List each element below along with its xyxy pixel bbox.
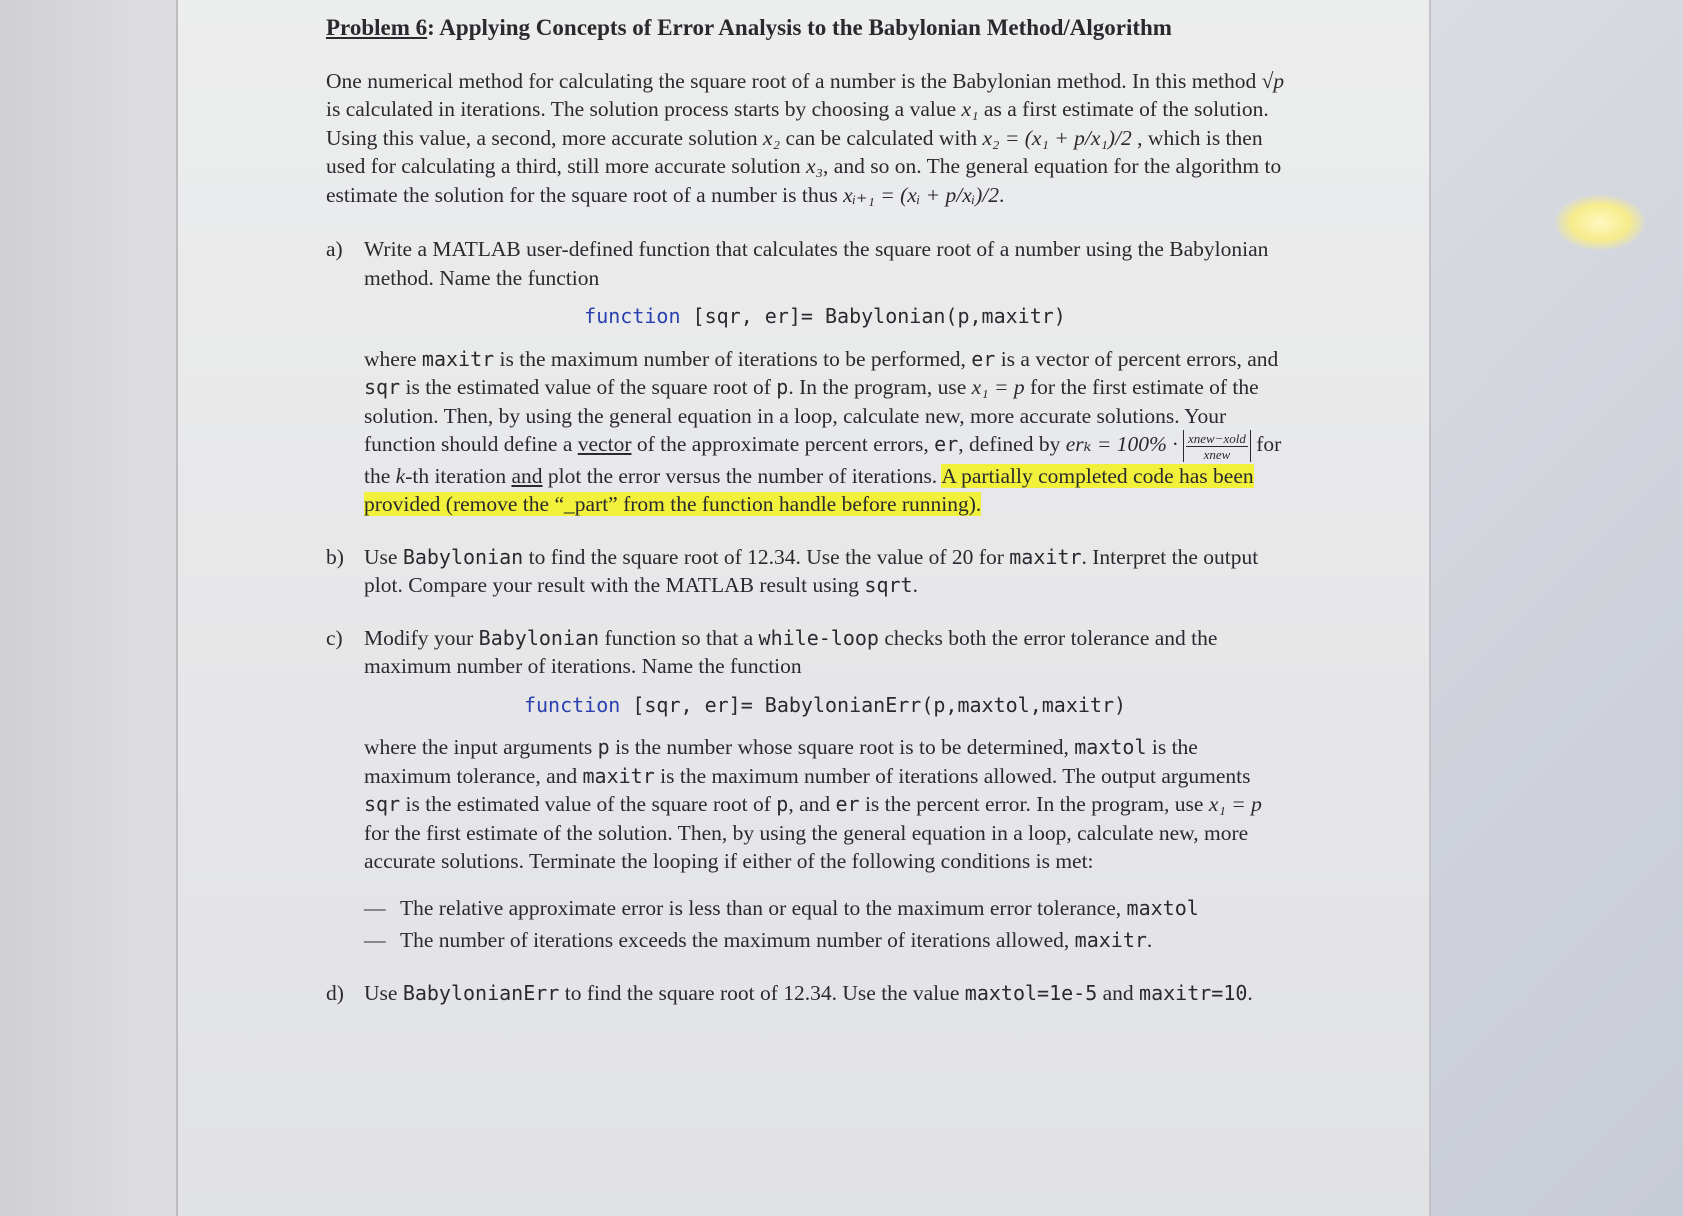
document-page — [176, 0, 1431, 1216]
list-item — [364, 926, 1286, 955]
code-maxitr: maxitr — [421, 346, 495, 371]
text: is the maximum number of iterations to be performed, — [494, 346, 972, 371]
text: is the estimated value of the square root of — [400, 375, 777, 399]
text: The number of iterations exceeds the maximum number of iterations allowed, — [400, 928, 1075, 953]
x1-equals-p: x₁ = p — [1208, 792, 1262, 817]
vector-word: vector — [577, 432, 632, 456]
part-b-text — [364, 543, 1286, 600]
text: is the percent error. In the program, use — [859, 792, 1209, 817]
list-item — [364, 894, 1286, 923]
error-formula: erₖ = 100% · — [1065, 432, 1178, 456]
babylonian-signature — [364, 302, 1286, 331]
problem-number: Problem 6 — [326, 15, 428, 40]
text: checks both the error tolerance and the maximum number of iterations. Name the function — [364, 625, 1218, 679]
part-c-description — [364, 733, 1286, 876]
code-while-loop: while-loop — [758, 625, 879, 650]
x1-equals-p: x₁ = p — [971, 375, 1025, 399]
text: . — [1247, 980, 1253, 1005]
code-maxtol: maxtol — [1074, 735, 1147, 760]
text: is the number whose square root is to be determined, — [609, 735, 1075, 760]
text: for the — [364, 432, 1282, 488]
text: where — [364, 346, 422, 371]
text: for the first estimate of the solution. Then, by using the general equation in a loop, calculate new, more accurate solutions. Terminate the looping if either of the following conditions is met: — [364, 820, 1249, 874]
termination-conditions — [364, 894, 1286, 955]
code-maxitr: maxitr — [582, 763, 655, 788]
text: and — [1097, 980, 1140, 1005]
text: function so that a — [599, 625, 759, 650]
and-underlined: and — [511, 463, 543, 488]
code-er: er — [934, 432, 959, 456]
text: Modify your — [364, 625, 479, 650]
intro-text: as a first estimate of the solution. Using this value, a second, more accurate solution — [326, 97, 1269, 150]
x1-math: x₁ — [961, 97, 979, 121]
code-maxitr: maxitr — [1009, 544, 1082, 569]
k-math: k — [395, 463, 406, 488]
part-c-intro — [364, 624, 1286, 681]
x2-math: x₂ — [763, 125, 781, 150]
text: is the maximum tolerance, and — [364, 735, 1198, 788]
highlighted-note: A partially completed code has been provided (remove the “_part” from the function handle before running). — [364, 463, 1254, 517]
code-sqr: sqr — [364, 375, 401, 399]
dash-bullet: — — [364, 928, 386, 953]
intro-text: , and so on. The general equation for the algorithm to estimate the solution for the square root of a number is thus — [326, 154, 1282, 207]
text: . In the program, use — [788, 375, 972, 399]
text: is the estimated value of the square root of — [400, 792, 777, 817]
part-c — [326, 624, 1286, 955]
dash-bullet: — — [364, 895, 386, 920]
code-p: p — [776, 792, 789, 817]
text: . — [1146, 928, 1153, 953]
abs-value-bars — [1183, 430, 1251, 462]
text: to find the square root of 12.34. Use the value — [559, 980, 965, 1005]
text: The relative approximate error is less than or equal to the maximum error tolerance, — [400, 895, 1127, 920]
code-babylonian: Babylonian — [478, 625, 600, 650]
text: plot the error versus the number of iterations. — [542, 463, 942, 488]
problem-title — [326, 14, 1286, 43]
code-sqrt: sqrt — [864, 573, 913, 598]
part-b-label: b) — [326, 544, 344, 569]
text: Use — [364, 980, 403, 1005]
text: , defined by — [958, 432, 1066, 456]
code-babylonian: Babylonian — [402, 544, 524, 569]
code-maxitr: maxitr — [1074, 928, 1147, 953]
equation-x2: x₂ = (x₁ + p/x₁)/2 — [982, 125, 1132, 150]
text: Use — [364, 544, 403, 569]
general-equation: xᵢ₊₁ = (xᵢ + p/xᵢ)/2 — [843, 182, 1000, 207]
code-maxtol-value: maxtol=1e-5 — [964, 980, 1098, 1005]
part-d — [326, 979, 1286, 1008]
code-signature: [sqr, er]= Babylonian(p,maxitr) — [680, 304, 1066, 328]
intro-text: can be calculated with — [780, 125, 983, 150]
x3-math: x₃ — [806, 154, 824, 178]
code-maxtol: maxtol — [1126, 895, 1199, 920]
part-a-label: a) — [326, 237, 343, 261]
part-d-text — [364, 979, 1286, 1008]
code-er: er — [835, 792, 860, 817]
text: is the maximum number of iterations allowed. The output arguments — [654, 763, 1251, 788]
problem-title-text: : Applying Concepts of Error Analysis to the Babylonian Method/Algorithm — [427, 15, 1172, 40]
fraction-numerator: xnew−xold — [1188, 430, 1246, 446]
text: where the input arguments — [364, 735, 598, 760]
error-fraction — [1186, 431, 1248, 462]
text: is a vector of percent errors, and — [995, 346, 1279, 371]
intro-text: One numerical method for calculating the square root of a number is the Babylonian method. In this method — [326, 68, 1262, 93]
part-d-label: d) — [326, 980, 344, 1005]
code-maxitr-value: maxitr=10 — [1139, 980, 1248, 1005]
part-b — [326, 543, 1286, 600]
part-a-intro: Write a MATLAB user-defined function that calculates the square root of a number using the Babylonian method. Name the function — [364, 237, 1269, 290]
light-glare — [1555, 195, 1645, 250]
intro-text: is calculated in iterations. The solution process starts by choosing a value — [326, 97, 962, 121]
babylonianerr-signature — [364, 691, 1286, 720]
sqrt-p-math: √p — [1261, 68, 1285, 93]
monitor-edge — [1430, 0, 1683, 1216]
text: of the approximate percent errors, — [631, 432, 935, 456]
code-p: p — [597, 735, 610, 760]
text: . Interpret the output plot. Compare your result with the MATLAB result using — [364, 544, 1259, 598]
intro-text: , which is then used for calculating a third, still more accurate solution — [326, 125, 1263, 178]
text: -th iteration — [405, 463, 512, 488]
code-keyword: function — [584, 304, 681, 328]
code-babylonianerr: BabylonianErr — [402, 980, 560, 1005]
intro-text: . — [999, 182, 1005, 207]
code-p: p — [776, 375, 789, 399]
text: . — [912, 573, 918, 598]
code-sqr: sqr — [364, 792, 401, 817]
fraction-denominator: xnew — [1203, 446, 1231, 462]
code-signature: [sqr, er]= BabylonianErr(p,maxtol,maxitr) — [620, 692, 1127, 717]
text: for the first estimate of the solution. Then, by using the general equation in a loop, calculate new, more accurate solutions. Your function should define a — [364, 375, 1259, 456]
code-keyword: function — [523, 692, 621, 717]
text: to find the square root of 12.34. Use the value of 20 for — [523, 544, 1010, 569]
part-c-label: c) — [326, 625, 343, 650]
part-a — [326, 235, 1286, 519]
part-a-description — [364, 345, 1286, 519]
document-content — [326, 14, 1286, 1031]
intro-paragraph — [326, 67, 1286, 210]
code-er: er — [971, 346, 996, 371]
text: , and — [788, 792, 836, 817]
